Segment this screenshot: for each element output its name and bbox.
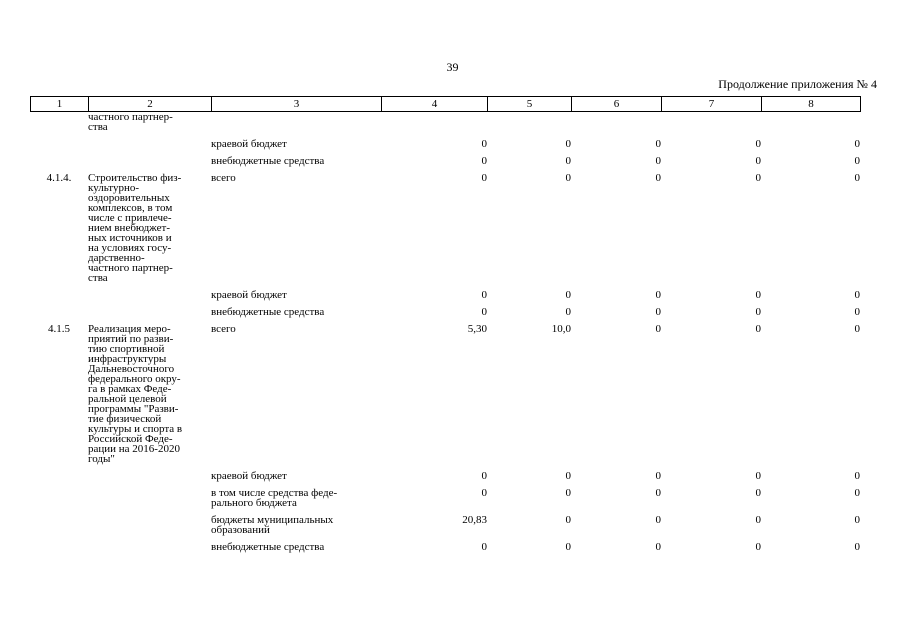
value-cell: 0 xyxy=(481,306,487,318)
page-number: 39 xyxy=(446,60,459,74)
value-cell: 0 xyxy=(565,172,571,184)
value-cell: 0 xyxy=(565,155,571,167)
value-cell: 0 xyxy=(565,514,571,526)
funding-source-cell xyxy=(211,488,381,515)
value-cell: 0 xyxy=(854,470,860,482)
funding-source-cell xyxy=(211,139,381,156)
table-row xyxy=(30,290,860,307)
funding-source: краевой бюджет xyxy=(211,470,287,482)
value-cell: 10,0 xyxy=(551,323,571,335)
activity-name-cell xyxy=(88,290,211,307)
funding-source: в том числе средства феде- рального бюджета xyxy=(211,487,338,509)
value-cell: 0 xyxy=(755,155,761,167)
value-cell: 0 xyxy=(854,487,860,499)
value-cell xyxy=(487,112,571,139)
value-cell: 0 xyxy=(755,470,761,482)
activity-name-cell xyxy=(88,112,211,139)
value-cell: 0 xyxy=(565,470,571,482)
value-cell: 0 xyxy=(481,487,487,499)
funding-source-cell xyxy=(211,515,381,542)
value-cell: 5,30 xyxy=(467,323,487,335)
value-cell: 0 xyxy=(755,306,761,318)
value-cell: 0 xyxy=(655,138,661,150)
value-cell: 0 xyxy=(755,172,761,184)
value-cell: 0 xyxy=(755,289,761,301)
value-cell: 0 xyxy=(655,306,661,318)
row-number-cell xyxy=(30,290,88,307)
value-cell: 0 xyxy=(854,155,860,167)
value-cell: 0 xyxy=(655,323,661,335)
table-row xyxy=(30,488,860,515)
value-cell: 0 xyxy=(655,155,661,167)
column-header: 6 xyxy=(572,97,662,112)
value-cell: 0 xyxy=(655,514,661,526)
value-cell: 0 xyxy=(755,323,761,335)
value-cell: 0 xyxy=(565,306,571,318)
column-header: 7 xyxy=(662,97,762,112)
activity-name-cell xyxy=(88,542,211,559)
value-cell: 0 xyxy=(755,138,761,150)
value-cell: 0 xyxy=(565,289,571,301)
funding-source: внебюджетные средства xyxy=(211,306,325,318)
funding-source: всего xyxy=(211,323,236,335)
activity-name-cell xyxy=(88,139,211,156)
value-cell: 0 xyxy=(854,138,860,150)
activity-name-cell xyxy=(88,515,211,542)
value-cell: 0 xyxy=(854,289,860,301)
column-header: 2 xyxy=(89,97,212,112)
column-header-row xyxy=(31,97,861,112)
activity-name: частного партнер- ства xyxy=(88,111,173,133)
table-row xyxy=(30,307,860,324)
value-cell: 0 xyxy=(854,306,860,318)
value-cell: 0 xyxy=(655,470,661,482)
row-number-cell xyxy=(30,139,88,156)
row-number-cell xyxy=(30,515,88,542)
table-row xyxy=(30,112,860,139)
table-row xyxy=(30,471,860,488)
column-header: 3 xyxy=(212,97,382,112)
funding-source-cell xyxy=(211,542,381,559)
funding-source-cell xyxy=(211,173,381,290)
value-cell: 0 xyxy=(755,514,761,526)
activity-name-cell xyxy=(88,173,211,290)
activity-name-cell xyxy=(88,471,211,488)
value-cell: 0 xyxy=(655,172,661,184)
value-cell: 0 xyxy=(854,323,860,335)
activity-name-cell xyxy=(88,488,211,515)
activity-name-cell xyxy=(88,156,211,173)
funding-source-cell xyxy=(211,290,381,307)
value-cell: 0 xyxy=(854,541,860,553)
value-cell: 0 xyxy=(565,541,571,553)
funding-source-cell xyxy=(211,112,381,139)
table-row xyxy=(30,515,860,542)
value-cell: 0 xyxy=(481,289,487,301)
table-row xyxy=(30,173,860,290)
value-cell: 0 xyxy=(481,155,487,167)
value-cell: 0 xyxy=(655,289,661,301)
funding-source: всего xyxy=(211,172,236,184)
value-cell: 0 xyxy=(565,138,571,150)
funding-source-cell xyxy=(211,307,381,324)
row-number-cell xyxy=(30,112,88,139)
funding-source-cell xyxy=(211,156,381,173)
column-header: 4 xyxy=(382,97,488,112)
row-number-cell xyxy=(30,307,88,324)
activity-name: Реализация меро- приятий по разви- тию спортивной инфраструктуры Дальневосточного федерального окру- га в рамках Феде- ральной целевой программы "Разви- тие физической культуры и спорта в Российской Феде- рации на 2016-2020 годы" xyxy=(88,323,183,465)
value-cell: 0 xyxy=(854,514,860,526)
row-number-cell xyxy=(30,156,88,173)
value-cell: 0 xyxy=(755,541,761,553)
value-cell: 0 xyxy=(481,172,487,184)
funding-source: внебюджетные средства xyxy=(211,541,325,553)
value-cell xyxy=(571,112,661,139)
row-number-cell: 4.1.5 xyxy=(48,323,70,335)
value-cell: 0 xyxy=(481,138,487,150)
value-cell: 20,83 xyxy=(462,514,487,526)
column-header: 5 xyxy=(488,97,572,112)
column-header-table xyxy=(30,96,861,112)
value-cell: 0 xyxy=(481,541,487,553)
row-number-cell: 4.1.4. xyxy=(46,172,72,184)
column-header: 1 xyxy=(31,97,89,112)
value-cell: 0 xyxy=(655,541,661,553)
funding-source: бюджеты муниципальных образований xyxy=(211,514,334,536)
data-table xyxy=(30,112,860,559)
activity-name-cell xyxy=(88,324,211,471)
value-cell: 0 xyxy=(854,172,860,184)
funding-source-cell xyxy=(211,471,381,488)
value-cell: 0 xyxy=(655,487,661,499)
funding-source: краевой бюджет xyxy=(211,289,287,301)
value-cell: 0 xyxy=(565,487,571,499)
funding-source: краевой бюджет xyxy=(211,138,287,150)
table-row xyxy=(30,324,860,471)
value-cell xyxy=(761,112,860,139)
funding-source: внебюджетные средства xyxy=(211,155,325,167)
row-number-cell xyxy=(30,488,88,515)
table-row xyxy=(30,156,860,173)
funding-source-cell xyxy=(211,324,381,471)
value-cell xyxy=(381,112,487,139)
table-row xyxy=(30,139,860,156)
row-number-cell xyxy=(30,471,88,488)
column-header: 8 xyxy=(762,97,861,112)
row-number-cell xyxy=(30,542,88,559)
value-cell: 0 xyxy=(755,487,761,499)
value-cell: 0 xyxy=(481,470,487,482)
table-row xyxy=(30,542,860,559)
value-cell xyxy=(661,112,761,139)
appendix-label: Продолжение приложения № 4 xyxy=(718,77,877,91)
activity-name-cell xyxy=(88,307,211,324)
activity-name: Строительство физ- культурно- оздоровительных комплексов, в том числе с привлече- нием внебюджет- ных источников и на условиях госу- дарственно- частного партнер- ства xyxy=(88,172,182,284)
